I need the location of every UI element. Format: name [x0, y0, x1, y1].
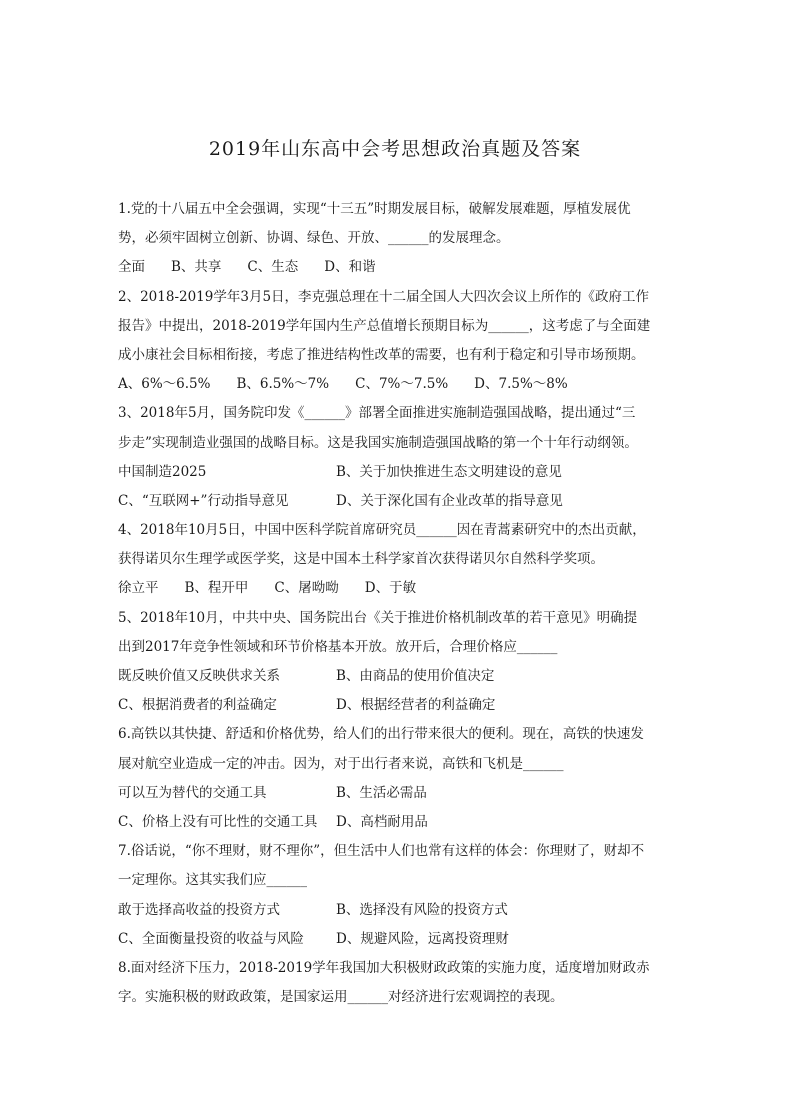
answer-option: C、价格上没有可比性的交通工具 [118, 813, 318, 830]
answer-option: C、生态 [247, 259, 299, 276]
question-block [118, 954, 678, 1012]
answer-option: D、高档耐用品 [336, 813, 428, 830]
question-block [118, 399, 678, 516]
answer-option: C、7%～7.5% [355, 376, 449, 393]
question-text-line: 字。实施积极的财政政策，是国家运用______对经济进行宏观调控的表现。 [118, 989, 564, 1006]
options-row [118, 253, 678, 282]
options-row [118, 925, 678, 954]
answer-option: 全面 [118, 259, 145, 276]
question-text-line: 7.俗话说，“你不理财，财不理你”，但生活中人们也常有这样的体会：你理财了，财却不 [118, 843, 645, 860]
answer-option: D、于敏 [364, 580, 417, 597]
answer-option: D、和谐 [324, 259, 376, 276]
question-block [118, 195, 678, 283]
question-text-line: 报告》中提出，2018-2019学年国内生产总值增长预期目标为______，这考虑了与全面建 [118, 317, 651, 334]
answer-option: B、6.5%～7% [236, 376, 330, 393]
answer-option: B、程开甲 [184, 580, 249, 597]
question-block [118, 283, 678, 400]
options-row [118, 896, 678, 925]
options-row [118, 487, 678, 516]
answer-option: B、关于加快推进生态文明建设的意见 [336, 463, 562, 480]
question-text-line: 一定理你。这其实我们应______ [118, 872, 307, 889]
question-text-line: 4、2018年10月5日，中国中医科学院首席研究员______因在青蒿素研究中的杰出贡献， [118, 522, 646, 539]
options-row [118, 808, 678, 837]
answer-option: 既反映价值又反映供求关系 [118, 668, 280, 684]
answer-option: C、屠呦呦 [274, 580, 339, 597]
document-title: 2019年山东高中会考思想政治真题及答案 [208, 138, 582, 160]
question-text-line: 5、2018年10月，中共中央、国务院出台《关于推进价格机制改革的若干意见》明确提 [118, 609, 638, 626]
answer-option: 中国制造2025 [118, 463, 207, 480]
answer-option: D、关于深化国有企业改革的指导意见 [336, 492, 563, 509]
answer-option: B、选择没有风险的投资方式 [336, 901, 508, 918]
answer-option: C、根据消费者的利益确定 [118, 697, 277, 714]
options-row [118, 662, 678, 691]
answer-option: B、共享 [171, 259, 222, 276]
answer-option: C、“互联网+”行动指导意见 [118, 492, 289, 509]
question-text-line: 出到2017年竞争性领域和环节价格基本开放。放开后，合理价格应______ [118, 638, 558, 655]
question-list [118, 195, 678, 1012]
answer-option: 徐立平 [118, 580, 159, 597]
options-row [118, 458, 678, 487]
question-block [118, 837, 678, 954]
question-text-line: 3、2018年5月，国务院印发《______》部署全面推进实施制造强国战略，提出通过“三 [118, 405, 636, 422]
answer-option: D、7.5%～8% [474, 376, 568, 393]
answer-option: A、6%～6.5% [118, 376, 211, 393]
question-text-line: 步走”实现制造业强国的战略目标。这是我国实施制造强国战略的第一个十年行动纲领。 [118, 434, 638, 451]
question-text-line: 6.高铁以其快捷、舒适和价格优势，给人们的出行带来很大的便利。现在，高铁的快速发 [118, 726, 644, 743]
question-block [118, 604, 678, 721]
answer-option: B、由商品的使用价值决定 [336, 668, 495, 684]
answer-option: C、全面衡量投资的收益与风险 [118, 930, 304, 947]
options-row [118, 574, 678, 603]
question-text-line: 2、2018-2019学年3月5日，李克强总理在十二届全国人大四次会议上所作的《政府工作 [118, 288, 650, 305]
options-row [118, 779, 678, 808]
options-row [118, 691, 678, 720]
options-row [118, 370, 678, 399]
answer-option: 可以互为替代的交通工具 [118, 784, 267, 801]
answer-option: D、规避风险，远离投资理财 [336, 930, 509, 947]
question-text-line: 展对航空业造成一定的冲击。因为，对于出行者来说，高铁和飞机是______ [118, 755, 564, 772]
question-text-line: 8.面对经济下压力，2018-2019学年我国加大积极财政政策的实施力度，适度增加财政赤 [118, 959, 650, 976]
question-block [118, 720, 678, 837]
question-text-line: 势，必须牢固树立创新、协调、绿色、开放、______的发展理念。 [118, 230, 510, 247]
question-text-line: 获得诺贝尔生理学或医学奖，这是中国本土科学家首次获得诺贝尔自然科学奖项。 [118, 551, 604, 568]
answer-option: B、生活必需品 [336, 784, 427, 801]
answer-option: 敢于选择高收益的投资方式 [118, 901, 280, 918]
question-text-line: 1.党的十八届五中全会强调，实现“十三五”时期发展目标，破解发展难题，厚植发展优 [118, 201, 631, 217]
question-block [118, 516, 678, 604]
answer-option: D、根据经营者的利益确定 [336, 697, 496, 714]
question-text-line: 成小康社会目标相衔接，考虑了推进结构性改革的需要，也有利于稳定和引导市场预期。 [118, 346, 645, 363]
